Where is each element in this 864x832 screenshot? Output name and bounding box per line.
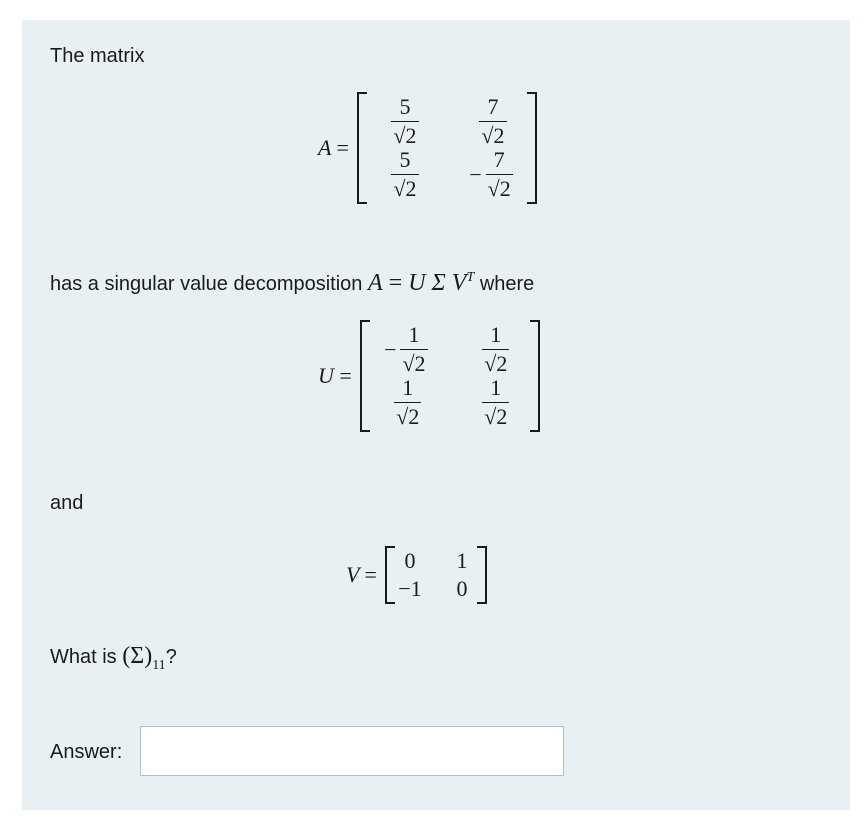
and-text: and [50, 492, 84, 514]
matrix-v-cell-11: 0 [404, 548, 416, 573]
matrix-v-cell-12: 1 [456, 548, 468, 573]
matrix-a-cell-11: $\frac{5}{√2}$ [393, 94, 417, 148]
matrix-u-cell-11: − $\frac{1}{√2}$ [384, 322, 426, 376]
matrix-v [385, 546, 487, 604]
matrix-a-lhs: A = [318, 135, 349, 160]
matrix-u [360, 320, 540, 432]
matrix-v-lhs: V = [346, 562, 377, 587]
matrix-u-cell-22: $\frac{1}{√2}$ [484, 375, 508, 429]
svd-sentence: has a singular value decomposition A = U Σ $V^T$ where [50, 270, 535, 296]
matrix-a-cell-21: $\frac{5}{√2}$ [393, 147, 417, 201]
answer-label: Answer: [50, 741, 123, 763]
question-text: What is $(\Sigma)_{11}$? [50, 643, 177, 673]
matrix-a-cell-12: $\frac{7}{√2}$ [481, 94, 505, 148]
intro-text: The matrix [50, 45, 145, 67]
matrix-u-equation [318, 320, 540, 432]
matrix-a [357, 92, 537, 204]
matrix-u-cell-12: $\frac{1}{√2}$ [484, 322, 508, 376]
answer-input[interactable] [140, 726, 564, 776]
matrix-u-lhs: U = [318, 363, 352, 388]
matrix-a-equation [318, 92, 537, 204]
matrix-a-cell-22: − $\frac{7}{√2}$ [469, 147, 511, 201]
matrix-v-cell-21: −1 [398, 576, 422, 601]
matrix-v-cell-22: 0 [456, 576, 468, 601]
matrix-v-equation [346, 546, 487, 604]
matrix-u-cell-21: $\frac{1}{√2}$ [396, 375, 420, 429]
